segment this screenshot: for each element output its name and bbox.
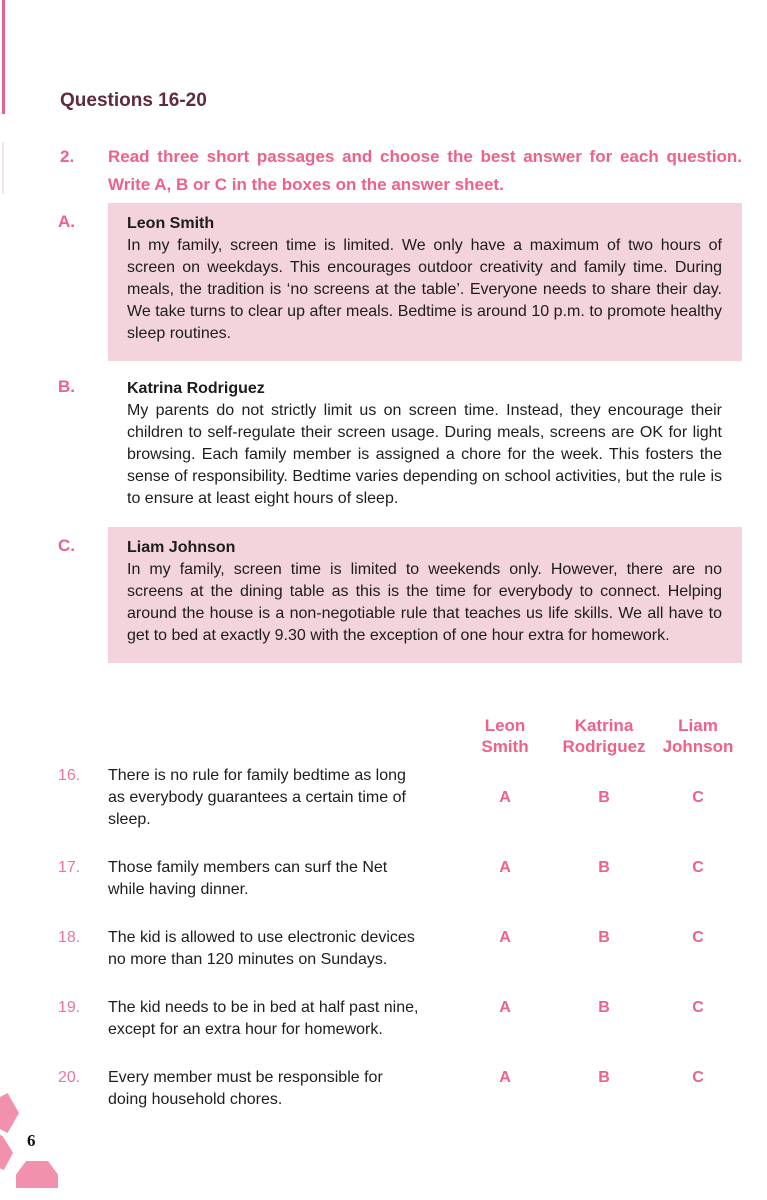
hexagon-decoration xyxy=(16,1161,58,1188)
question-row xyxy=(0,927,767,971)
answer-option-c[interactable]: C xyxy=(692,999,704,1016)
page-number: 6 xyxy=(27,1131,36,1150)
question-text xyxy=(108,765,480,831)
passage-letter: A. xyxy=(58,212,75,231)
answer-column-header xyxy=(552,715,656,757)
answer-option-b[interactable]: B xyxy=(598,929,610,946)
question-list xyxy=(0,765,767,1111)
question-number: 18. xyxy=(58,929,81,946)
answer-option-c[interactable]: C xyxy=(692,1069,704,1086)
margin-rule xyxy=(2,0,5,114)
passage-letter: C. xyxy=(58,536,75,555)
question-text-line: The kid is allowed to use electronic devices xyxy=(108,929,415,946)
passage-body xyxy=(108,368,742,526)
question-row xyxy=(0,1067,767,1111)
column-header-line: Liam xyxy=(678,716,718,735)
column-header-line: Rodriguez xyxy=(562,737,646,756)
answer-option-a[interactable]: A xyxy=(499,859,511,876)
task-instruction xyxy=(60,143,742,199)
question-text xyxy=(108,997,480,1041)
answer-option-a[interactable]: A xyxy=(499,929,511,946)
question-number: 19. xyxy=(58,999,81,1016)
question-text-line: doing household chores. xyxy=(108,1091,283,1108)
answer-column-header xyxy=(463,715,547,757)
passage-body xyxy=(108,527,742,663)
question-row xyxy=(0,997,767,1041)
instruction-line: Write A, B or C in the boxes on the answer sheet. xyxy=(108,175,504,194)
answer-option-c[interactable]: C xyxy=(692,789,704,806)
question-text-line: Those family members can surf the Net xyxy=(108,859,388,876)
task-number: 2. xyxy=(60,147,75,166)
passage-author: Liam Johnson xyxy=(127,539,236,556)
passage-author: Katrina Rodriguez xyxy=(127,380,265,397)
column-header-line: Katrina xyxy=(574,716,634,735)
passage-text: My parents do not strictly limit us on screen time. Instead, they encourage their children to self-regulate their screen usage. During meals, screens are OK for light browsing. Each family member is assigned a chore for the week. This fosters the sense of responsibility. Bedtime varies depending on school activities, but the rule is to ensure at least eight hours of sleep. xyxy=(127,402,722,507)
passage-katrina-rodriguez xyxy=(0,368,767,526)
passage-author: Leon Smith xyxy=(127,215,215,232)
answer-grid xyxy=(0,715,767,1137)
answer-option-c[interactable]: C xyxy=(692,929,704,946)
question-number: 16. xyxy=(58,767,81,784)
column-header-line: Smith xyxy=(481,737,529,756)
answer-grid-header xyxy=(0,715,767,765)
task-instruction-text xyxy=(108,143,742,199)
hexagon-decoration xyxy=(0,1134,13,1170)
question-text-line: Every member must be responsible for xyxy=(108,1069,383,1086)
answer-option-a[interactable]: A xyxy=(499,999,511,1016)
answer-column-header xyxy=(652,715,744,757)
answer-option-b[interactable]: B xyxy=(598,1069,610,1086)
question-row xyxy=(0,857,767,901)
section-heading: Questions 16-20 xyxy=(60,90,207,111)
question-text xyxy=(108,927,480,971)
question-row xyxy=(0,765,767,831)
question-number: 20. xyxy=(58,1069,81,1086)
question-number: 17. xyxy=(58,859,81,876)
column-header-line: Leon xyxy=(484,716,526,735)
column-header-line: Johnson xyxy=(662,737,734,756)
passage-text: In my family, screen time is limited to weekends only. However, there are no screens at the dining table as this is the time for everybody to connect. Helping around the house is a non-negotiable rule that teaches us life skills. We all have to get to bed at exactly 9.30 with the exception of one hour extra for homework. xyxy=(127,561,722,644)
question-text xyxy=(108,857,480,901)
question-text-line: except for an extra hour for homework. xyxy=(108,1021,383,1038)
question-text-line: The kid needs to be in bed at half past nine, xyxy=(108,999,419,1016)
question-text-line: no more than 120 minutes on Sundays. xyxy=(108,951,388,968)
margin-rule-faint xyxy=(2,142,4,194)
answer-option-a[interactable]: A xyxy=(499,1069,511,1086)
passage-liam-johnson xyxy=(0,527,767,663)
question-text-line: sleep. xyxy=(108,811,151,828)
answer-option-b[interactable]: B xyxy=(598,789,610,806)
instruction-line: Read three short passages and choose the best answer for each question. xyxy=(108,147,742,166)
question-text xyxy=(108,1067,480,1111)
answer-option-b[interactable]: B xyxy=(598,999,610,1016)
answer-option-a[interactable]: A xyxy=(499,789,511,806)
passage-text: In my family, screen time is limited. We only have a maximum of two hours of screen on weekdays. This encourages outdoor creativity and family time. During meals, the tradition is ‘no screens at the table’. Everyone needs to share their day. We take turns to clear up after meals. Bedtime is around 10 p.m. to promote healthy sleep routines. xyxy=(127,237,722,342)
question-text-line: while having dinner. xyxy=(108,881,249,898)
passage-leon-smith xyxy=(0,203,767,361)
passage-body xyxy=(108,203,742,361)
passage-letter: B. xyxy=(58,377,75,396)
answer-option-c[interactable]: C xyxy=(692,859,704,876)
question-text-line: as everybody guarantees a certain time of xyxy=(108,789,406,806)
question-text-line: There is no rule for family bedtime as long xyxy=(108,767,406,784)
answer-option-b[interactable]: B xyxy=(598,859,610,876)
